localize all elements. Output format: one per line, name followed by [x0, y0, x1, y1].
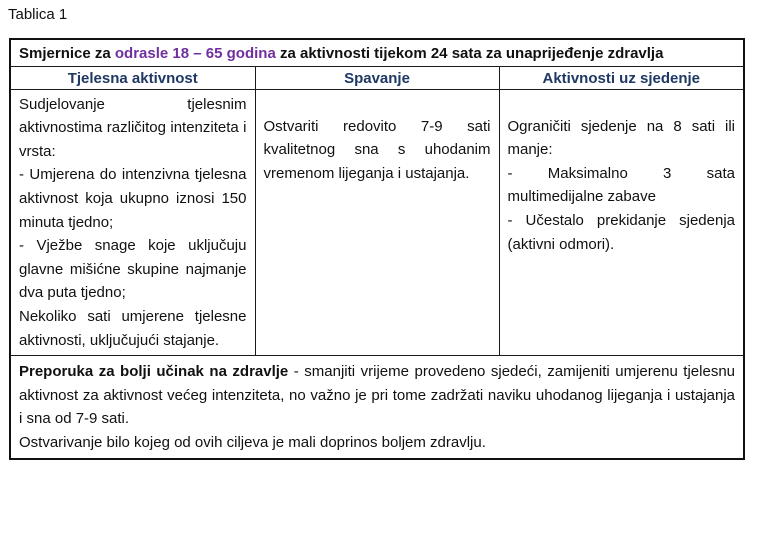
title-suffix: za aktivnosti tijekom 24 sata za unaprijeđenje zdravlja: [275, 45, 664, 62]
physical-activity-note: Nekoliko sati umjerene tjelesne aktivnosti, uključujući stajanje.: [19, 307, 247, 349]
sedentary-item: - Učestalo prekidanje sjedenja (aktivni odmori).: [507, 211, 736, 253]
recommendation-closing: Ostvarivanje bilo kojeg od ovih ciljeva je mali doprinos boljem zdravlju.: [19, 433, 486, 451]
recommendation-paragraph: [19, 360, 735, 431]
column-header-physical-activity: Tjelesna aktivnost: [10, 66, 255, 89]
table-caption: Tablica 1: [8, 6, 68, 23]
guidelines-table: [9, 38, 745, 460]
column-header-sleep: Spavanje: [255, 66, 499, 89]
title-highlight: odrasle 18 – 65 godina: [114, 45, 276, 62]
sleep-text: Ostvariti redovito 7-9 sati kvalitetnog sna s uhodanim vremenom lijeganja i ustajanja.: [263, 117, 491, 182]
physical-activity-item: - Vježbe snage koje uključuju glavne mišićne skupine najmanje dva puta tjedno;: [19, 237, 247, 302]
physical-activity-item: - Umjerena do intenzivna tjelesna aktivnost koja ukupno iznosi 150 minuta tjedno;: [19, 166, 247, 231]
physical-activity-cell: [10, 89, 255, 356]
table-title: [10, 39, 744, 66]
title-prefix: Smjernice za: [19, 45, 115, 62]
sedentary-cell: [499, 89, 744, 356]
physical-activity-intro: Sudjelovanje tjelesnim aktivnostima različitog intenziteta i vrsta:: [19, 95, 247, 160]
column-header-sedentary: Aktivnosti uz sjedenje: [499, 66, 744, 89]
recommendation-text: - smanjiti vrijeme provedeno sjedeći, zamijeniti umjerenu tjelesnu aktivnost za aktivnost većeg intenziteta, no važno je pri tome zadržati naviku uhodanog lijeganja i ustajanja i sna od 7-9 sati.: [19, 363, 736, 428]
sedentary-intro: Ograničiti sjedenje na 8 sati ili manje:: [507, 117, 736, 159]
sedentary-item: - Maksimalno 3 sata multimedijalne zabave: [507, 164, 736, 206]
sleep-cell: [255, 89, 499, 356]
recommendation-label: Preporuka za bolji učinak na zdravlje: [19, 363, 289, 381]
recommendation-cell: [10, 356, 744, 459]
